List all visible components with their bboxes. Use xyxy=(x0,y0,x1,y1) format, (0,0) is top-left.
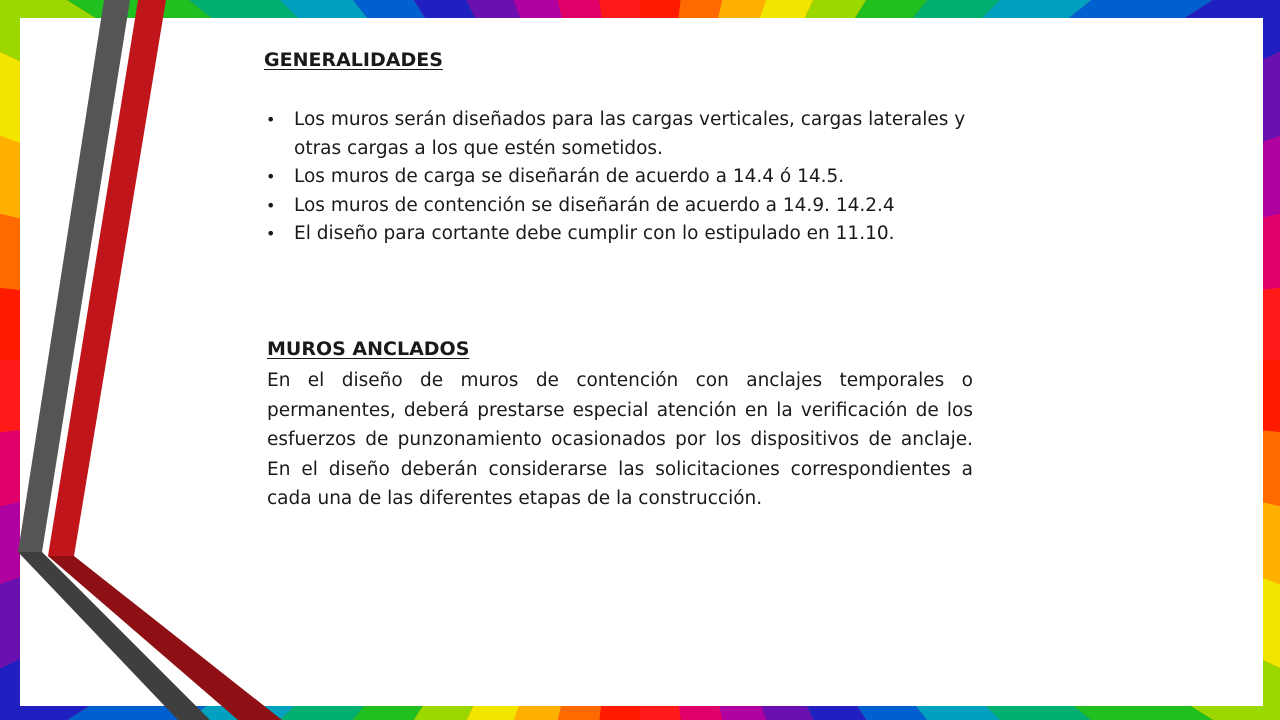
bullet-item: • Los muros serán diseñados para las cargas verticales, cargas laterales y otras cargas a los que estén sometidos. xyxy=(266,106,1006,163)
section-title-muros-anclados: MUROS ANCLADOS xyxy=(267,338,470,360)
bullet-item: • Los muros de contención se diseñarán de acuerdo a 14.9. 14.2.4 xyxy=(266,192,1006,221)
generalidades-bullet-list xyxy=(266,106,1006,249)
grey-ribbon-lower xyxy=(18,552,210,720)
section-title-generalidades: GENERALIDADES xyxy=(264,49,443,71)
muros-anclados-paragraph: En el diseño de muros de contención con anclajes temporales o permanentes, deberá prestarse especial atención en la verificación de los esfuerzos de punzonamiento ocasionados por los dispositivos de anclaje. En el diseño deberán considerarse las solicitaciones correspondientes a cada una de las diferentes etapas de la construcción. xyxy=(267,370,973,509)
bullet-item: • Los muros de carga se diseñarán de acuerdo a 14.4 ó 14.5. xyxy=(266,163,1006,192)
bullet-item: • El diseño para cortante debe cumplir con lo estipulado en 11.10. xyxy=(266,220,1006,249)
